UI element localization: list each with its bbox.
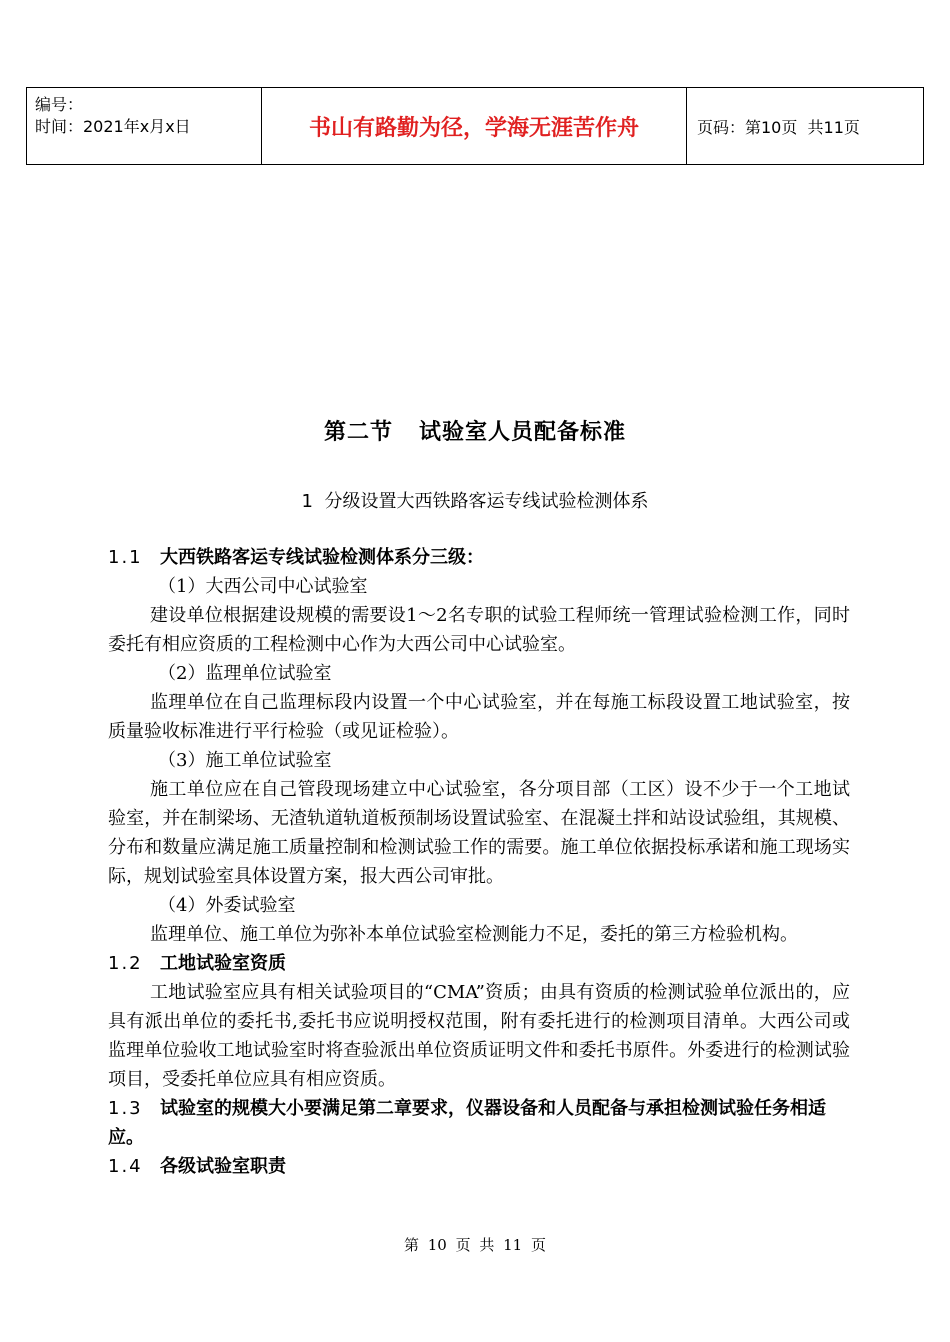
item-2-text: 监理单位在自己监理标段内设置一个中心试验室，并在每施工标段设置工地试验室，按质量验收标准进行平行检验（或见证检验）。 (108, 692, 850, 742)
heading-1-4 (108, 1152, 850, 1181)
page-footer: 第 10 页 共 11 页 (403, 1236, 546, 1254)
heading-text: 各级试验室职责 (160, 1156, 286, 1177)
number-label: 编号： (35, 95, 84, 114)
item-1-title: （1）大西公司中心试验室 (158, 576, 368, 597)
chapter-title: 1 分级设置大西铁路客运专线试验检测体系 (301, 491, 649, 512)
header-motto: 书山有路勤为径，学海无涯苦作舟 (262, 88, 687, 165)
heading-number: 1.3 (108, 1098, 143, 1119)
heading-text: 大西铁路客运专线试验检测体系分三级： (160, 547, 484, 568)
heading-number: 1.2 (108, 953, 143, 974)
item-1-text: 建设单位根据建设规模的需要设1～2名专职的试验工程师统一管理试验检测工作，同时委托有相应资质的工程检测中心作为大西公司中心试验室。 (108, 605, 850, 655)
section-1-2-text: 工地试验室应具有相关试验项目的“CMA”资质；由具有资质的检测试验单位派出的，应具有派出单位的委托书,委托书应说明授权范围，附有委托进行的检测项目清单。大西公司或监理单位验收工地试验室时将查验派出单位资质证明文件和委托书原件。外委进行的检测试验项目，受委托单位应具有相应资质。 (108, 982, 850, 1090)
heading-text: 试验室的规模大小要满足第二章要求，仪器设备和人员配备与承担检测试验任务相适应。 (108, 1098, 826, 1148)
heading-1-3 (108, 1094, 850, 1152)
document-body (108, 543, 850, 1181)
item-4-title: （4）外委试验室 (158, 895, 296, 916)
header-page-info (687, 88, 924, 165)
item-4-text: 监理单位、施工单位为弥补本单位试验室检测能力不足，委托的第三方检验机构。 (150, 924, 798, 945)
section-title: 第二节 试验室人员配备标准 (324, 420, 626, 445)
heading-number: 1.4 (108, 1156, 143, 1177)
item-2-title: （2）监理单位试验室 (158, 663, 332, 684)
document-header (26, 87, 924, 165)
heading-number: 1.1 (108, 547, 143, 568)
heading-1-2 (108, 949, 850, 978)
heading-text: 工地试验室资质 (160, 953, 286, 974)
page-info-text: 页码：第10页 共11页 (697, 117, 860, 137)
time-label: 时间：2021年x月x日 (35, 117, 191, 136)
item-3-text: 施工单位应在自己管段现场建立中心试验室，各分项目部（工区）设不少于一个工地试验室，并在制梁场、无渣轨道轨道板预制场设置试验室、在混凝土拌和站设试验组，其规模、分布和数量应满足施工质量控制和检测试验工作的需要。施工单位依据投标承诺和施工现场实际，规划试验室具体设置方案，报大西公司审批。 (108, 779, 850, 887)
item-3-title: （3）施工单位试验室 (158, 750, 332, 771)
heading-1-1 (108, 543, 850, 572)
header-meta (27, 88, 262, 165)
